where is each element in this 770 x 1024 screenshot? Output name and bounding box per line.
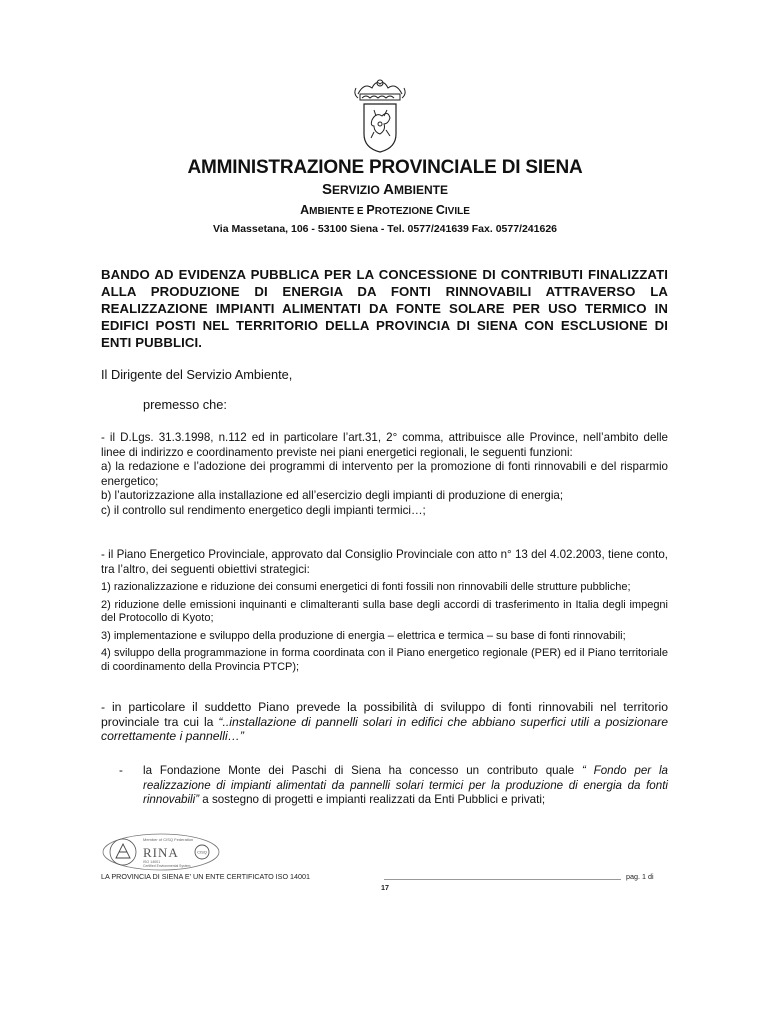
dept-rest-f: IVILE — [444, 206, 470, 217]
quote-text: “..installazione di pannelli solari in edifici che abbiano superfici utili a posizionare correttamente i pannelli…” — [101, 714, 668, 744]
dept-initial-c: C — [435, 203, 445, 217]
address-line: Via Massetana, 106 - 53100 Siena - Tel. 0577/241639 Fax. 0577/241626 — [212, 223, 558, 235]
paragraph-line: a) la redazione e l’adozione dei programmi di intervento per la promozione di fonti rinnovabili e del risparmio energetico; — [101, 460, 668, 488]
org-name: AMMINISTRAZIONE PROVINCIALE DI SIENA — [187, 157, 583, 178]
dept-initial-a: A — [300, 203, 310, 217]
intro-line: Il Dirigente del Servizio Ambiente, — [101, 367, 293, 382]
footer-certification-text: LA PROVINCIA DI SIENA E’ UN ENTE CERTIFICATO ISO 14001 — [101, 872, 311, 881]
paragraph-dlgs — [101, 431, 668, 519]
paragraph-line: b) l’autorizzazione alla installazione ed all’esercizio degli impianti di produzione di energia; — [101, 489, 564, 503]
service-word-rest: ERVIZIO — [332, 183, 384, 197]
cisq-badge: CISQ — [197, 849, 207, 855]
dept-rest-d: ROTEZIONE — [374, 206, 436, 217]
document-title: BANDO AD EVIDENZA PUBBLICA PER LA CONCESSIONE DI CONTRIBUTI FINALIZZATI ALLA PRODUZIONE DI ENERGIA DA FONTI RINNOVABILI ATTRAVERSO LA REALIZZAZIONE IMPIANTI ALIMENTATI DA FONTE SOLARE PER USO TERMICO IN EDIFICI POSTI NEL TERRITORIO DELLA PROVINCIA DI SIENA CON ESCLUSIONE DI ENTI PUBBLICI. — [101, 267, 668, 350]
bullet-dash: - — [119, 764, 123, 777]
rina-certification-logo — [101, 832, 221, 872]
paragraph-piano: - il Piano Energetico Provinciale, approvato dal Consiglio Provinciale con atto n° 13 del 4.02.2003, tiene conto, tra l’altro, dei seguenti obiettivi strategici: — [101, 548, 668, 576]
service-initial-a: A — [383, 181, 394, 198]
paragraph-text: a sostegno di progetti e impianti realizzati da Enti Pubblici e privati; — [199, 793, 546, 807]
system-text: Certified Environmental System — [143, 864, 191, 868]
iso-text: ISO 14001 — [143, 860, 161, 864]
list-item: 4) sviluppo della programmazione in forma coordinata con il Piano energetico regionale (PER) ed il Piano territoriale di coordinamento della Provincia PTCP); — [101, 647, 668, 673]
page-total: 17 — [381, 883, 389, 892]
list-item: 1) razionalizzazione e riduzione dei consumi energetici di fonti fossili non rinnovabili delle strutture pubbliche; — [101, 581, 631, 593]
paragraph-text: - in particolare il suddetto Piano prevede la possibilità di sviluppo di fonti rinnovabili nel territorio provinciale tra cui la — [101, 700, 668, 729]
paragraph-solar — [101, 700, 668, 744]
list-item: 2) riduzione delle emissioni inquinanti e climalteranti sulla base degli accordi di trasferimento in Italia degli impegni del Protocollo di Kyoto; — [101, 598, 668, 625]
list-item: 3) implementazione e sviluppo della produzione di energia – elettrica e termica – su base di fonti rinnovabili; — [101, 629, 626, 642]
page-number-label: pag. 1 di — [626, 872, 654, 881]
member-text: Member of CISQ Federation — [143, 837, 194, 842]
department-name — [0, 203, 770, 217]
service-name — [0, 181, 770, 198]
paragraph-line: c) il controllo sul rendimento energetico degli impianti termici…; — [101, 503, 426, 517]
rina-brand: RINA — [143, 845, 179, 860]
objectives-list — [101, 581, 668, 679]
paragraph-line: - il D.Lgs. 31.3.1998, n.112 ed in particolare l’art.31, 2° comma, attribuisce alle Province, nell’ambito delle linee di indirizzo e coordinamento previste nei piani energetici regionali, le seguenti funzioni: — [101, 431, 668, 459]
paragraph-text: la Fondazione Monte dei Paschi di Siena ha concesso un contributo quale — [143, 764, 582, 777]
paragraph-fondazione — [143, 764, 668, 808]
footer-rule — [384, 873, 621, 880]
province-crest-icon — [350, 76, 410, 156]
quote-text: “ Fondo per la realizzazione di impianti alimentati da pannelli solari termici per la produzione di energia da fonti rinnovabili” — [143, 764, 668, 807]
premesso-line: premesso che: — [143, 397, 227, 412]
dept-rest-b: MBIENTE E — [309, 206, 367, 217]
dept-initial-p: P — [366, 203, 375, 217]
service-initial-s: S — [322, 181, 333, 198]
service-word-rest2: MBIENTE — [393, 183, 448, 197]
